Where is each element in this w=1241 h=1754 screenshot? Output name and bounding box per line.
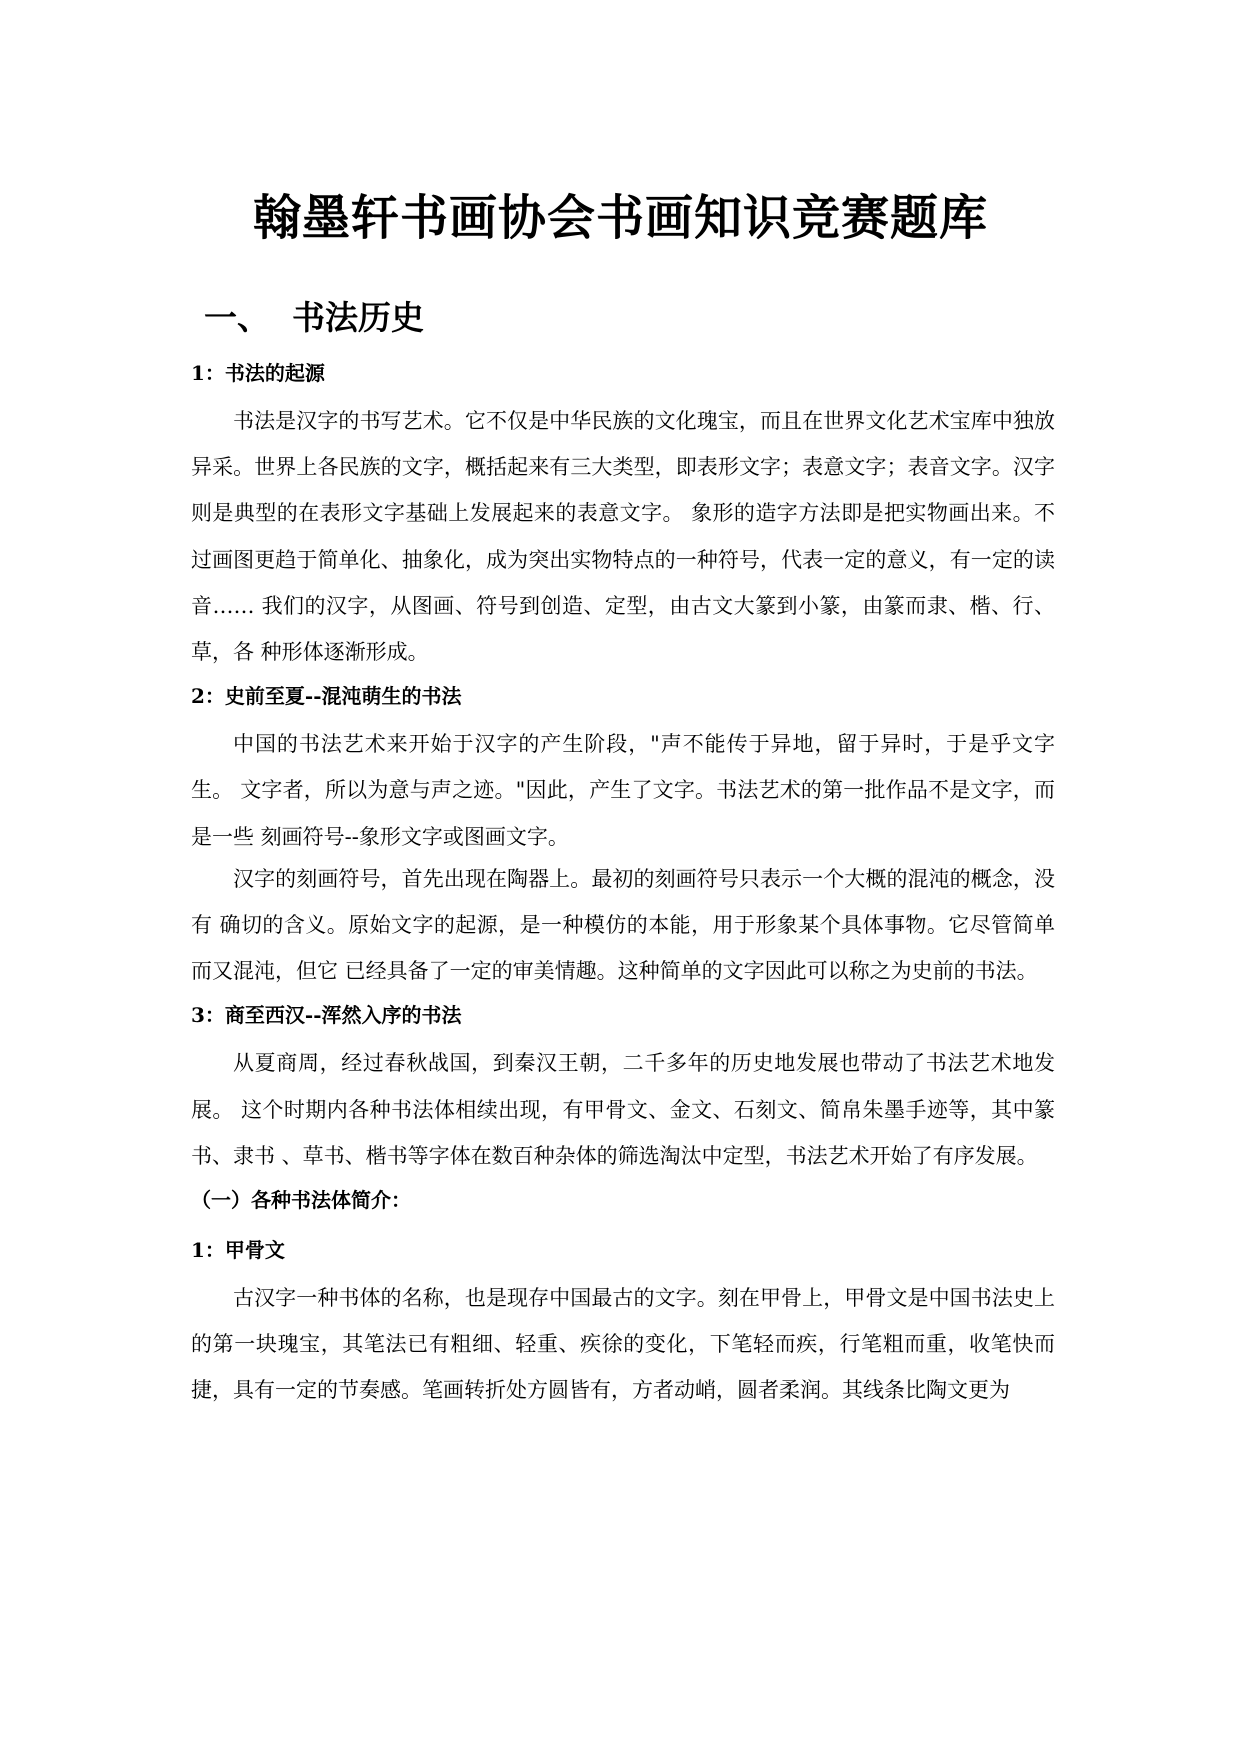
subheading-origin: 1：书法的起源 (191, 361, 325, 385)
subheading-script-styles: （一）各种书法体简介： (191, 1188, 411, 1213)
subheading-prehistory: 2：史前至夏--混沌萌生的书法 (191, 684, 462, 709)
paragraph-prehistory-1: 中国的书法艺术来开始于汉字的产生阶段，"声不能传于异地，留于异时，于是乎文字生。 文字者，所以为意与声之迹。"因此，产生了文字。书法艺术的第一批作品不是文字，而是一些 刻画符号--象形文字或图画文字。 (191, 732, 1055, 849)
paragraph-oracle-bone: 古汉字一种书体的名称，也是现存中国最古的文字。刻在甲骨上，甲骨文是中国书法史上的第一块瑰宝，其笔法已有粗细、轻重、疾徐的变化，下笔轻而疾，行笔粗而重，收笔快而捷，具有一定的节奏感。笔画转折处方圆皆有，方者动峭，圆者柔润。其线条比陶文更为 (191, 1286, 1055, 1403)
section-heading (204, 294, 424, 342)
subheading-shang-han: 3：商至西汉--浑然入序的书法 (191, 1003, 462, 1028)
paragraph-origin: 书法是汉字的书写艺术。它不仅是中华民族的文化瑰宝，而且在世界文化艺术宝库中独放异采。世界上各民族的文字，概括起来有三大类型，即表形文字；表意文字；表音文字。汉字则是典型的在表形文字基础上发展起来的表意文字。 象形的造字方法即是把实物画出来。不过画图更趋于简单化、抽象化，成为突出实物特点的一种符号，代表一定的意义，有一定的读音…… 我们的汉字，从图画、符号到创造、定型，由古文大篆到小篆，由篆而隶、楷、行、草，各 种形体逐渐形成。 (191, 409, 1055, 665)
paragraph-prehistory-2: 汉字的刻画符号，首先出现在陶器上。最初的刻画符号只表示一个大概的混沌的概念，没有 确切的含义。原始文字的起源，是一种模仿的本能，用于形象某个具体事物。它尽管简单而又混沌，但它 已经具备了一定的审美情趣。这种简单的文字因此可以称之为史前的书法。 (191, 866, 1055, 984)
paragraph-shang-han: 从夏商周，经过春秋战国，到秦汉王朝，二千多年的历史地发展也带动了书法艺术地发展。 这个时期内各种书法体相续出现，有甲骨文、金文、石刻文、简帛朱墨手迹等，其中篆书、隶书 、草书、楷书等字体在数百种杂体的筛选淘汰中定型，书法艺术开始了有序发展。 (191, 1051, 1055, 1168)
document-body (191, 360, 1055, 1422)
subheading-oracle-bone: 1：甲骨文 (191, 1238, 285, 1263)
document-title: 翰墨轩书画协会书画知识竞赛题库 (252, 190, 988, 246)
section-number: 一、 (204, 298, 270, 337)
section-title: 书法历史 (292, 298, 424, 337)
